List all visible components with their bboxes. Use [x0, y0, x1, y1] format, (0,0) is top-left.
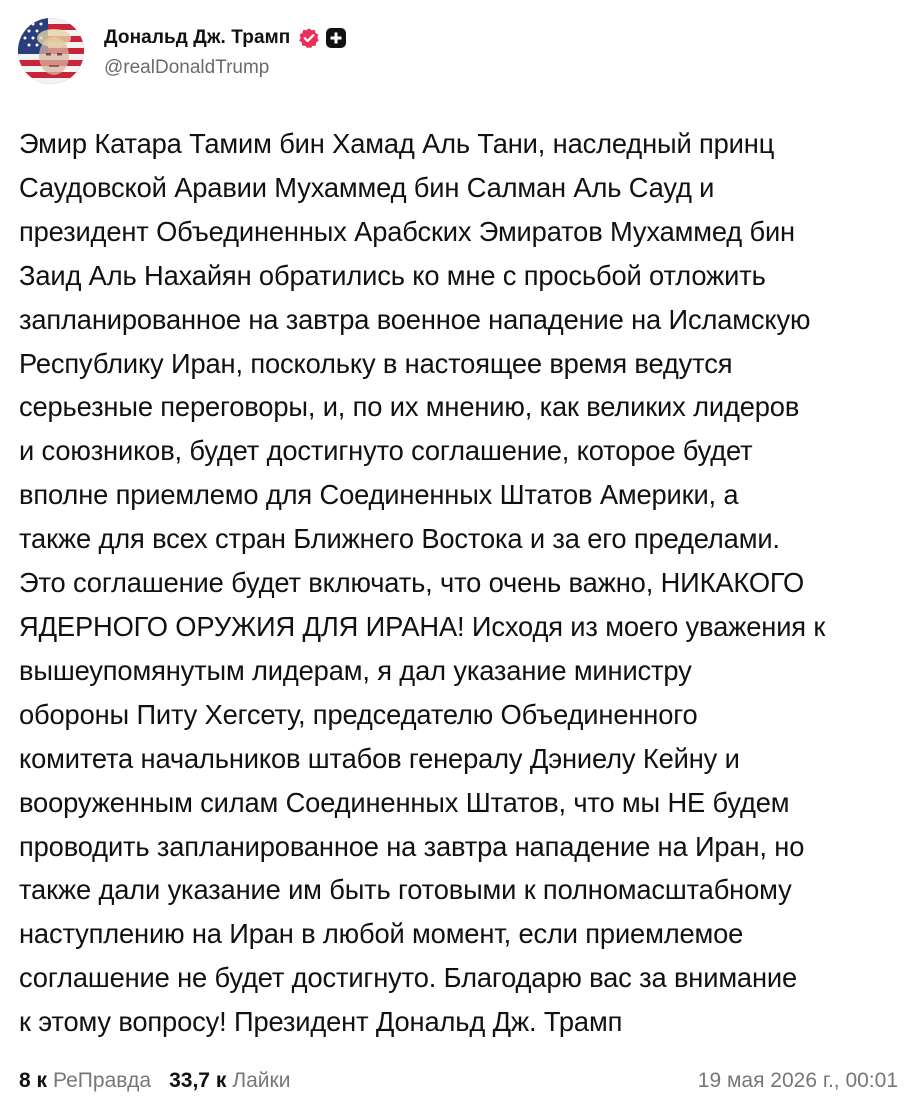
author-block — [104, 23, 346, 79]
author-display-name[interactable]: Дональд Дж. Трамп — [104, 27, 291, 48]
verified-badge-icon — [298, 27, 320, 49]
repravda-count[interactable]: 8 к — [19, 1069, 48, 1092]
author-handle[interactable]: @realDonaldTrump — [104, 57, 270, 78]
post-header — [18, 16, 346, 86]
author-name-row — [104, 23, 346, 53]
likes-label[interactable]: Лайки — [232, 1069, 291, 1092]
post-timestamp[interactable]: 19 мая 2026 г., 00:01 — [697, 1069, 898, 1092]
post-text: Эмир Катара Тамим бин Хамад Аль Тани, наследный принц Саудовской Аравии Мухаммед бин Салман Аль Сауд и президент Объединенных Арабских Эмиратов Мухаммед бин Заид Аль Нахайян обратились ко мне с просьбой отложить запланированное на завтра военное нападение на Исламскую Республику Иран, поскольку в настоящее время ведутся серьезные переговоры, и, по их мнению, как великих лидеров и союзников, будет достигнуто соглашение, которое будет вполне приемлемо для Соединенных Штатов Америки, а также для всех стран Ближнего Востока и за его пределами. Это соглашение будет включать, что очень важно, НИКАКОГО ЯДЕРНОГО ОРУЖИЯ ДЛЯ ИРАНА! Исходя из моего уважения к вышеупомянутым лидерам, я дал указание министру обороны Питу Хегсету, председателю Объединенного комитета начальников штабов генералу Дэниелу Кейну и вооруженным силам Соединенных Штатов, что мы НЕ будем проводить запланированное на завтра нападение на Иран, но также дали указание им быть готовыми к полномасштабному наступлению на Иран в любой момент, если приемлемое соглашение не будет достигнуто. Благодарю вас за внимание к этому вопросу! Президент Дональд Дж. Трамп — [19, 128, 826, 1038]
avatar-image — [18, 18, 84, 84]
avatar[interactable] — [18, 18, 84, 84]
post-footer — [19, 1064, 898, 1098]
plus-badge-icon — [326, 28, 346, 48]
likes-count[interactable]: 33,7 к — [169, 1069, 227, 1092]
repravda-label[interactable]: РеПравда — [53, 1069, 152, 1092]
